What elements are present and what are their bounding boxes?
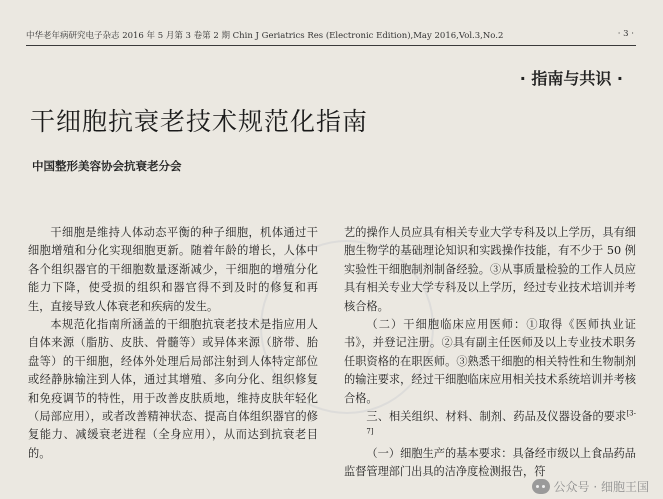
- section-heading-text: 三、相关组织、材料、制剂、药品及仪器设备的要求: [366, 410, 627, 424]
- paragraph: （二）干细胞临床应用医师：①取得《医师执业证书》，并登记注册。②具有副主任医师及以上专业技术职务任职资格的在职医师。③熟悉干细胞的相关特性和生物制剂的输注要求，经过干细胞临床应用相关技术系统培训并考核合格。: [344, 318, 636, 405]
- paragraph: 干细胞是维持人体动态平衡的种子细胞，机体通过干细胞增殖和分化实现细胞更新。随着年龄的增长，人体中各个组织器官的干细胞数量逐渐减少，干细胞的增殖分化能力下降，使受损的组织和器官得不到及时的修复和再生，直接导致人体衰老和疾病的发生。: [28, 226, 318, 313]
- watermark: [532, 478, 649, 495]
- page-title: 干细胞抗衰老技术规范化指南: [30, 107, 369, 136]
- journal-citation: 中华老年病研究电子杂志 2016 年 5 月第 3 卷第 2 期 Chin J Geriatrics Res (Electronic Edition),May 2016,Vol.3,No.2: [26, 31, 504, 41]
- left-column: [28, 224, 318, 499]
- column-label: · 指南与共识 ·: [519, 69, 623, 88]
- right-column: [344, 224, 636, 499]
- journal-header: [26, 27, 636, 46]
- author-line: 中国整形美容协会抗衰老分会: [32, 159, 182, 173]
- section-heading: [344, 408, 636, 445]
- wechat-icon: [532, 479, 550, 494]
- paragraph: 本规范化指南所涵盖的干细胞抗衰老技术是指应用人自体来源（脂肪、皮肤、骨髓等）或异体来源（脐带、胎盘等）的干细胞，经体外处理后局部注射到人体特定部位或经静脉输注到人体，通过其增殖、多向分化、组织修复和免疫调节的特性，用于改善皮肤质地，维持皮肤年轻化（局部应用），或者改善精神状态、提高自体组织器官的修复能力、减缓衰老进程（全身应用），从而达到抗衰老目的。: [28, 318, 318, 460]
- paragraph: （一）细胞生产的基本要求：具备经市级以上食品药品监督管理部门出具的洁净度检测报告，符: [344, 446, 636, 479]
- page-number: · 3 ·: [617, 29, 634, 39]
- watermark-text: 公众号 · 细胞王国: [553, 480, 649, 494]
- citation-marker: [3-7]: [366, 409, 636, 436]
- paragraph: 艺的操作人员应具有相关专业大学专科及以上学历，具有细胞生物学的基础理论知识和实践操作技能，有不少于 50 例实验性干细胞制剂制备经验。③从事质量检验的工作人员应具有相关专业大学专科及以上学历，经过专业技术培训并考核合格。: [344, 226, 636, 313]
